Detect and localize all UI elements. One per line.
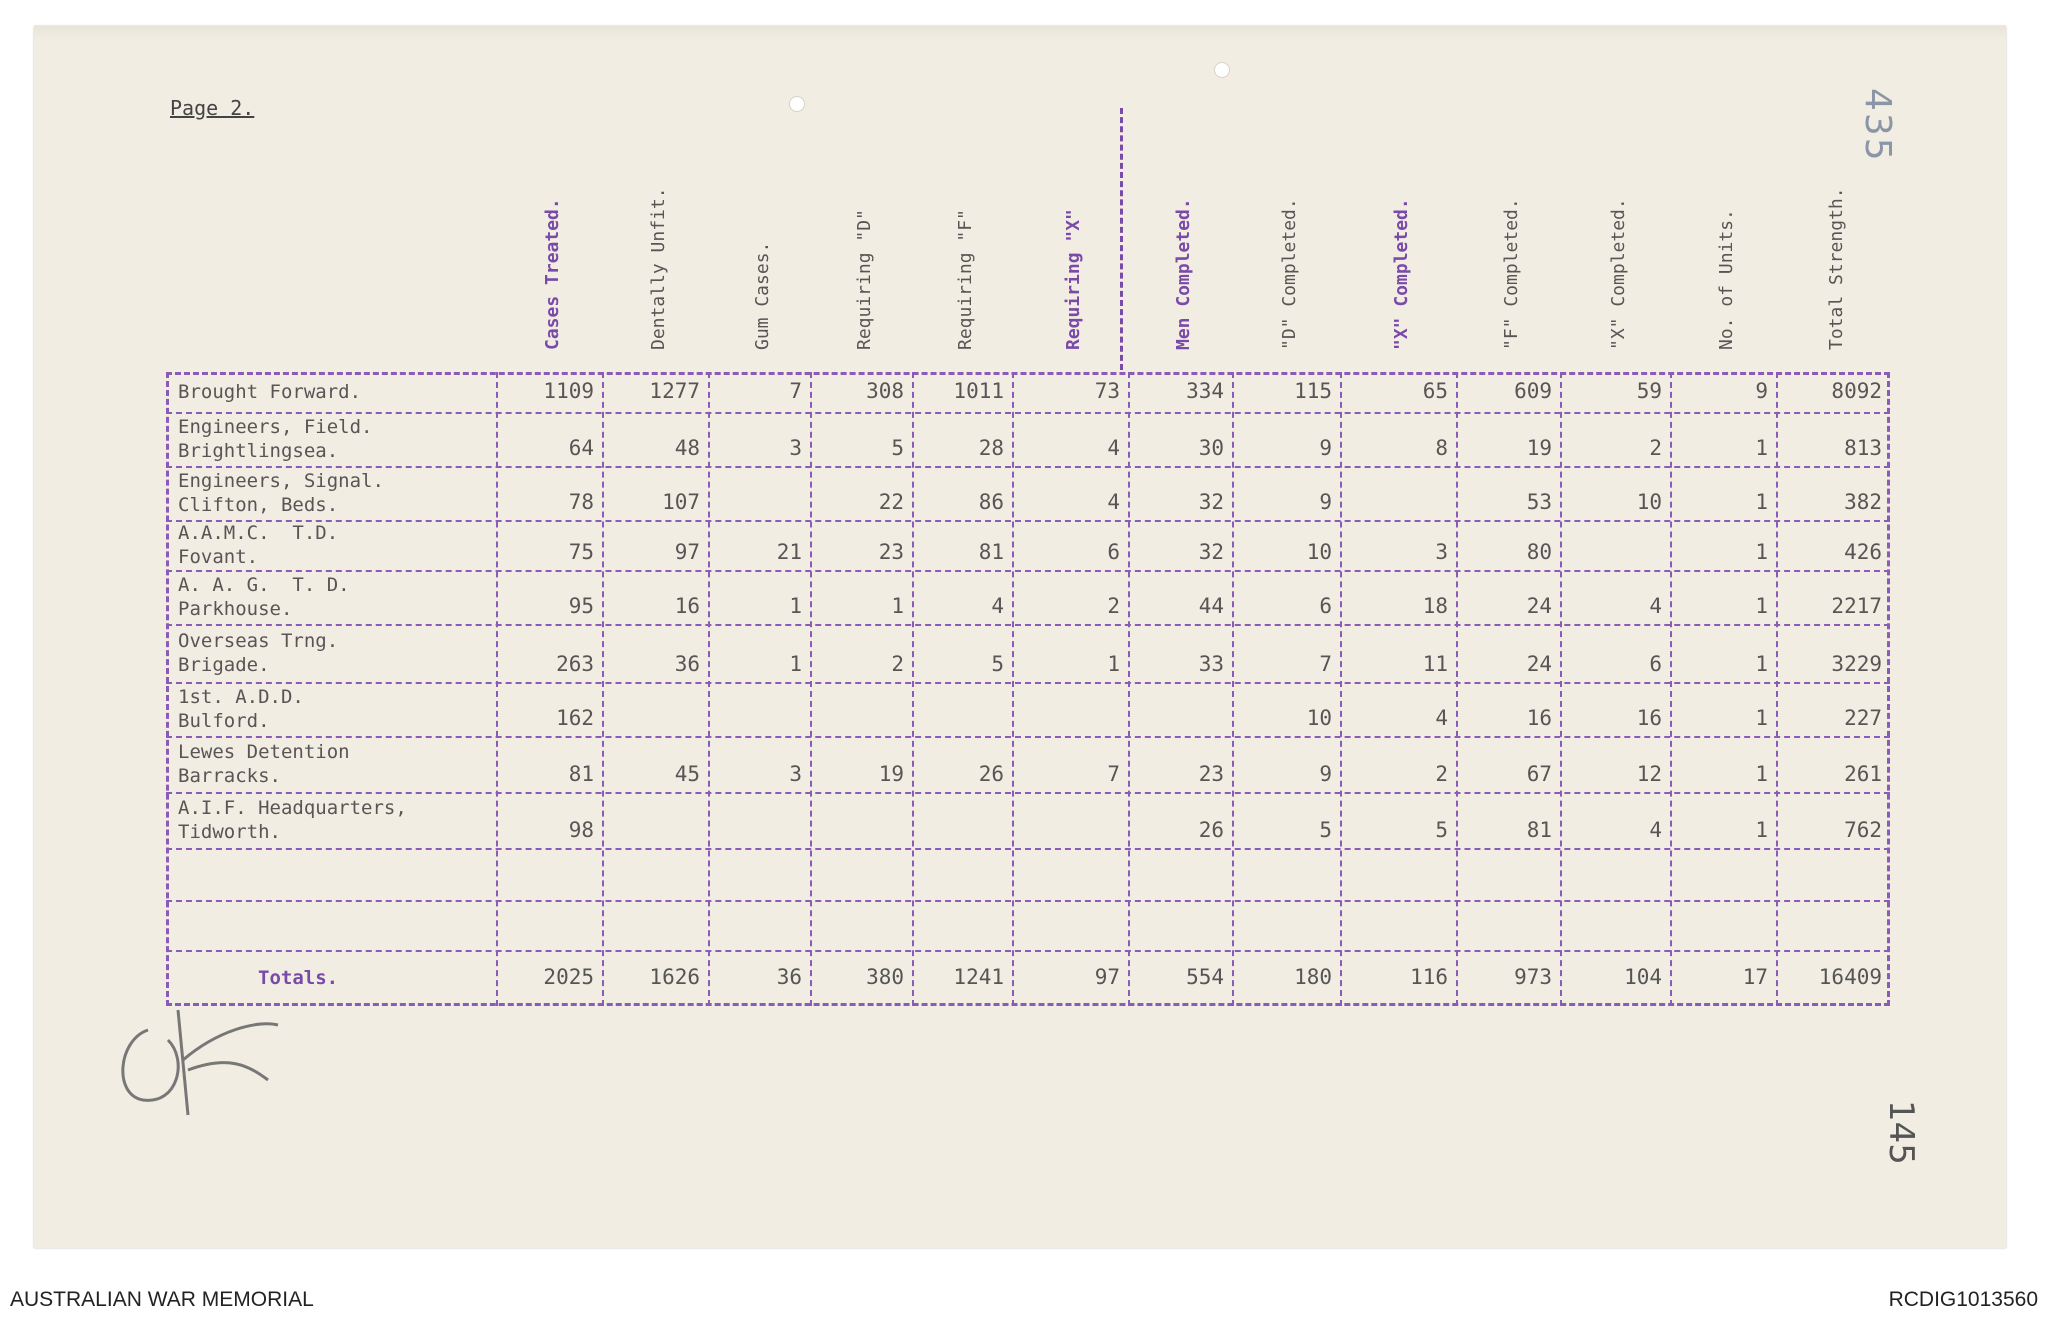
table-cell: 1 (1755, 762, 1768, 786)
table-cell: 1 (789, 594, 802, 618)
table-cell: 334 (1186, 379, 1224, 403)
row-divider (166, 848, 1890, 850)
column-header: "X" Completed. (1608, 198, 1629, 350)
row-divider (166, 736, 1890, 738)
table-cell: 4 (991, 594, 1004, 618)
table-cell: 3 (789, 436, 802, 460)
row-divider (166, 682, 1890, 684)
column-divider (1776, 372, 1778, 1006)
column-divider (1340, 372, 1342, 1006)
column-header: Requiring "X" (1063, 209, 1084, 350)
table-cell: 1109 (543, 379, 594, 403)
table-cell: 8092 (1831, 379, 1882, 403)
table-cell: 98 (568, 818, 594, 842)
column-divider (496, 372, 498, 1006)
total-cell: 104 (1624, 965, 1662, 989)
table-cell: 7 (1319, 652, 1332, 676)
table-cell: 9 (1319, 490, 1332, 514)
table-cell: 28 (978, 436, 1004, 460)
table-cell: 10 (1306, 540, 1332, 564)
row-label: Engineers, Field. Brightlingsea. (178, 416, 373, 462)
column-divider (708, 372, 710, 1006)
table-cell: 81 (568, 762, 594, 786)
total-cell: 97 (1094, 965, 1120, 989)
total-cell: 17 (1742, 965, 1768, 989)
table-cell: 3 (789, 762, 802, 786)
column-header: Cases Treated. (542, 198, 563, 350)
column-divider (810, 372, 812, 1006)
row-divider (166, 950, 1890, 952)
total-cell: 554 (1186, 965, 1224, 989)
table-cell: 227 (1844, 706, 1882, 730)
table-cell: 10 (1306, 706, 1332, 730)
table-cell: 24 (1526, 652, 1552, 676)
table-cell: 813 (1844, 436, 1882, 460)
total-cell: 16409 (1818, 965, 1882, 989)
table-cell: 19 (1526, 436, 1552, 460)
column-header: Dentally Unfit. (648, 187, 669, 350)
table-cell: 45 (674, 762, 700, 786)
table-cell: 2217 (1831, 594, 1882, 618)
table-cell: 8 (1435, 436, 1448, 460)
table-cell: 2 (1107, 594, 1120, 618)
table-cell: 5 (1319, 818, 1332, 842)
row-label: Overseas Trng. Brigade. (178, 630, 339, 676)
table-cell: 162 (556, 706, 594, 730)
table-cell: 1 (789, 652, 802, 676)
table-cell: 32 (1198, 490, 1224, 514)
totals-label: Totals. (258, 967, 339, 989)
table-cell: 261 (1844, 762, 1882, 786)
table-cell: 4 (1435, 706, 1448, 730)
table-cell: 12 (1636, 762, 1662, 786)
total-cell: 973 (1514, 965, 1552, 989)
table-cell: 1011 (953, 379, 1004, 403)
column-header: "F" Completed. (1501, 198, 1522, 350)
table-cell: 22 (878, 490, 904, 514)
table-cell: 6 (1649, 652, 1662, 676)
column-divider (1128, 372, 1130, 1006)
table-cell: 2 (1435, 762, 1448, 786)
column-divider (1012, 372, 1014, 1006)
table-cell: 44 (1198, 594, 1224, 618)
total-cell: 180 (1294, 965, 1332, 989)
table-cell: 26 (1198, 818, 1224, 842)
punch-hole (1214, 62, 1230, 78)
row-label: A.I.F. Headquarters, Tidworth. (178, 797, 407, 843)
table-cell: 762 (1844, 818, 1882, 842)
total-cell: 1626 (649, 965, 700, 989)
column-header: Men Completed. (1173, 198, 1194, 350)
margin-note-text: 145 (1881, 1100, 1921, 1165)
header-divider (1120, 108, 1123, 370)
table-cell: 5 (1435, 818, 1448, 842)
table-cell: 48 (674, 436, 700, 460)
column-header: Requiring "F" (955, 209, 976, 350)
table-cell: 16 (1526, 706, 1552, 730)
table-cell: 21 (776, 540, 802, 564)
column-header: Gum Cases. (752, 241, 773, 350)
table-cell: 1 (1755, 540, 1768, 564)
page-label: Page 2. (170, 96, 255, 120)
footer-id: RCDIG1013560 (1888, 1288, 2038, 1311)
table-cell: 9 (1319, 436, 1332, 460)
page-number-stamp: 435 (1857, 88, 1898, 163)
table-cell: 1 (1755, 594, 1768, 618)
column-header: Requiring "D" (854, 209, 875, 350)
total-cell: 380 (866, 965, 904, 989)
row-divider (166, 900, 1890, 902)
table-cell: 3 (1435, 540, 1448, 564)
total-cell: 116 (1410, 965, 1448, 989)
margin-note (1880, 1090, 1940, 1174)
table-cell: 115 (1294, 379, 1332, 403)
table-cell: 18 (1422, 594, 1448, 618)
table-cell: 3229 (1831, 652, 1882, 676)
table-cell: 78 (568, 490, 594, 514)
row-divider (166, 792, 1890, 794)
row-label: A. A. G. T. D. Parkhouse. (178, 574, 350, 620)
row-label: A.A.M.C. T.D. Fovant. (178, 522, 339, 568)
row-divider (166, 570, 1890, 572)
table-cell: 1 (1107, 652, 1120, 676)
table-cell: 4 (1107, 490, 1120, 514)
table-cell: 6 (1319, 594, 1332, 618)
table-cell: 32 (1198, 540, 1224, 564)
column-divider (1560, 372, 1562, 1006)
table-cell: 4 (1107, 436, 1120, 460)
table-cell: 30 (1198, 436, 1224, 460)
row-label: Engineers, Signal. Clifton, Beds. (178, 470, 384, 516)
table-cell: 7 (1107, 762, 1120, 786)
table-cell: 67 (1526, 762, 1552, 786)
table-cell: 1 (1755, 490, 1768, 514)
signature-mark (108, 1000, 288, 1124)
table-cell: 4 (1649, 818, 1662, 842)
table-cell: 65 (1422, 379, 1448, 403)
punch-hole (789, 96, 805, 112)
table-cell: 16 (1636, 706, 1662, 730)
table-cell: 81 (1526, 818, 1552, 842)
table-cell: 107 (662, 490, 700, 514)
table-cell: 19 (878, 762, 904, 786)
table-cell: 24 (1526, 594, 1552, 618)
table-cell: 308 (866, 379, 904, 403)
table-cell: 5 (891, 436, 904, 460)
table-cell: 9 (1319, 762, 1332, 786)
table-cell: 23 (878, 540, 904, 564)
table-cell: 263 (556, 652, 594, 676)
column-header: "X" Completed. (1391, 198, 1412, 350)
table-cell: 1 (1755, 652, 1768, 676)
table-cell: 26 (978, 762, 1004, 786)
table-cell: 1 (1755, 706, 1768, 730)
table-cell: 59 (1636, 379, 1662, 403)
table-cell: 2 (891, 652, 904, 676)
table-cell: 11 (1422, 652, 1448, 676)
table-cell: 9 (1755, 379, 1768, 403)
table-cell: 1 (1755, 436, 1768, 460)
table-cell: 97 (674, 540, 700, 564)
column-divider (912, 372, 914, 1006)
column-header: Total Strength. (1826, 187, 1847, 350)
table-cell: 16 (674, 594, 700, 618)
table-cell: 36 (674, 652, 700, 676)
table-cell: 80 (1526, 540, 1552, 564)
footer-source: AUSTRALIAN WAR MEMORIAL (10, 1288, 314, 1311)
table-cell: 95 (568, 594, 594, 618)
table-cell: 382 (1844, 490, 1882, 514)
column-divider (1232, 372, 1234, 1006)
table-cell: 75 (568, 540, 594, 564)
column-header: "D" Completed. (1279, 198, 1300, 350)
row-divider (166, 412, 1890, 414)
table-cell: 81 (978, 540, 1004, 564)
total-cell: 1241 (953, 965, 1004, 989)
total-cell: 2025 (543, 965, 594, 989)
row-label: Lewes Detention Barracks. (178, 741, 350, 787)
row-divider (166, 520, 1890, 522)
column-divider (1456, 372, 1458, 1006)
table-cell: 5 (991, 652, 1004, 676)
table-cell: 1 (891, 594, 904, 618)
table-cell: 1277 (649, 379, 700, 403)
table-cell: 7 (789, 379, 802, 403)
table-cell: 23 (1198, 762, 1224, 786)
table-cell: 64 (568, 436, 594, 460)
column-divider (1670, 372, 1672, 1006)
row-divider (166, 624, 1890, 626)
row-label: Brought Forward. (178, 381, 362, 403)
column-header: No. of Units. (1716, 209, 1737, 350)
table-cell: 33 (1198, 652, 1224, 676)
row-divider (166, 466, 1890, 468)
table-cell: 53 (1526, 490, 1552, 514)
table-cell: 73 (1094, 379, 1120, 403)
table-cell: 6 (1107, 540, 1120, 564)
table-cell: 86 (978, 490, 1004, 514)
table-cell: 609 (1514, 379, 1552, 403)
table-cell: 10 (1636, 490, 1662, 514)
total-cell: 36 (776, 965, 802, 989)
column-divider (602, 372, 604, 1006)
table-cell: 426 (1844, 540, 1882, 564)
table-cell: 4 (1649, 594, 1662, 618)
row-label: 1st. A.D.D. Bulford. (178, 686, 304, 732)
table-cell: 1 (1755, 818, 1768, 842)
table-cell: 2 (1649, 436, 1662, 460)
